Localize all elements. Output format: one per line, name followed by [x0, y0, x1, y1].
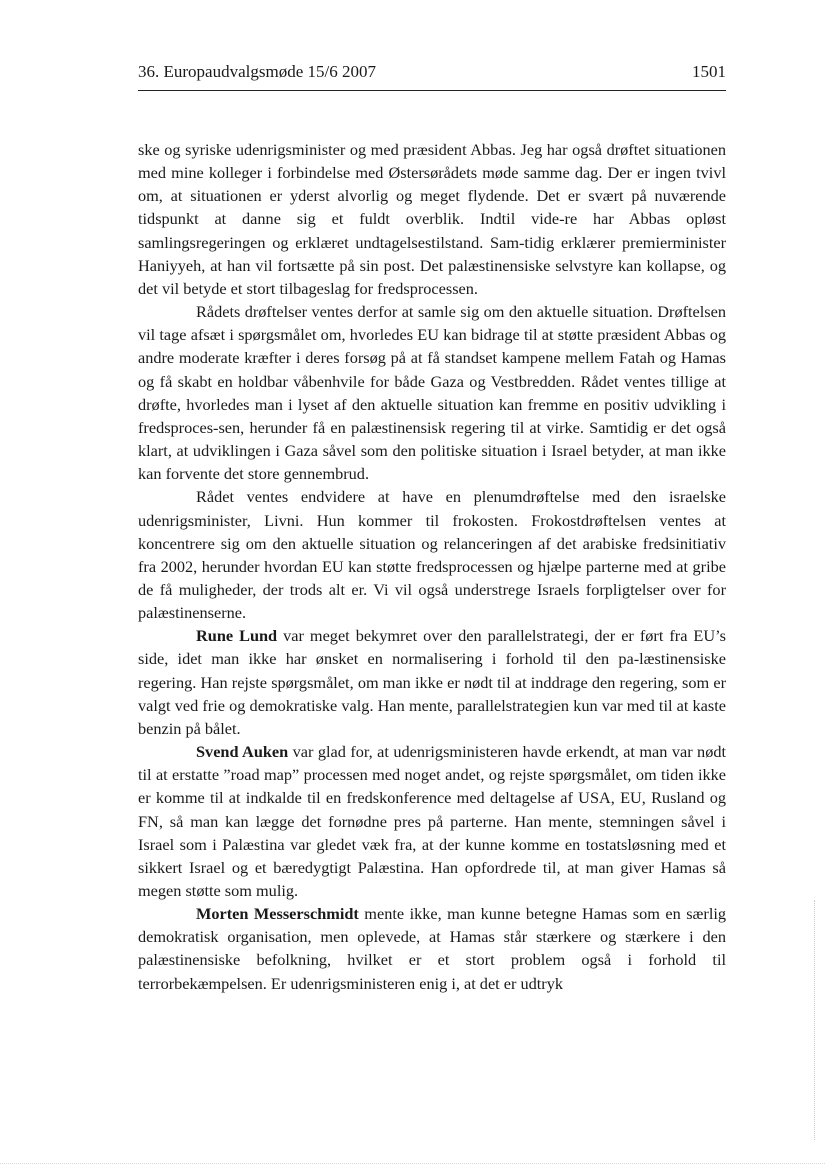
speaker-name: Morten Messerschmidt	[196, 904, 359, 924]
paragraph-text: mente ikke, man kunne betegne Hamas som en særlig demokratisk organisation, men oplevede, at Hamas står stærkere og stærkere i den palæstinensiske befolkning, hvilket er et stort problem også i forhold til terrorbekæmpelsen. Er udenrigsministeren enig i, at det er udtryk	[138, 904, 727, 993]
paragraph	[138, 300, 726, 485]
speaker-name: Svend Auken	[196, 742, 289, 762]
paragraph	[138, 138, 726, 300]
paragraph	[138, 485, 726, 624]
paragraph-text: ske og syriske udenrigsminister og med præsident Abbas. Jeg har også drøftet situationen med mine kolleger i forbindelse med Østersørådets møde samme dag. Der er ingen tvivl om, at situationen er yderst alvorlig og meget flydende. Det er svært på nuværende tidspunkt at danne sig et fuldt overblik. Indtil vide-re har Abbas opløst samlingsregeringen og erklæret undtagelsestilstand. Sam-tidig erklærer premierminister Haniyyeh, at han vil fortsætte på sin post. Det palæstinensiske selvstyre kan kollapse, og det vil betyde et stort tilbageslag for fredsprocessen.	[138, 140, 726, 298]
paragraph-text: var glad for, at udenrigsministeren havde erkendt, at man var nødt til at erstatte ”road map” processen med noget andet, og rejste spørgsmålet, om tiden ikke er komme til at indkalde til en fredskonference med deltagelse af USA, EU, Rusland og FN, så man kan lægge det fornødne pres på parterne. Han mente, stemningen såvel i Israel som i Palæstina var gledet væk fra, at der kunne komme en tostatsløsning med et sikkert Israel og et bæredygtigt Palæstina. Han opfordrede til, at man giver Hamas så megen støtte som mulig.	[138, 742, 726, 900]
paragraph-text: Rådet ventes endvidere at have en plenumdrøftelse med den israelske udenrigsminister, Livni. Hun kommer til frokosten. Frokostdrøftelsen ventes at koncentrere sig om den aktuelle situation og relanceringen af det arabiske fredsinitiativ fra 2002, herunder hvordan EU kan støtte fredsprocessen og hjælpe parterne med at gribe de få muligheder, der trods alt er. Vi vil også understrege Israels forpligtelser over for palæstinenserne.	[138, 487, 726, 623]
paragraph	[138, 740, 726, 902]
paragraph	[138, 624, 726, 740]
paragraph	[138, 902, 726, 995]
paragraph-text: Rådets drøftelser ventes derfor at samle sig om den aktuelle situation. Drøftelsen vil tage afsæt i spørgsmålet om, hvorledes EU kan bidrage til at støtte præsident Abbas og andre moderate kræfter i deres forsøg på at få standset kampene mellem Fatah og Hamas og få skabt en holdbar våbenhvile for både Gaza og Vestbredden. Rådet ventes tillige at drøfte, hvorledes man i lyset af den aktuelle situation kan fremme en positiv udvikling i fredsproces-sen, herunder få en palæstinensisk regering til at virke. Samtidig er det også klart, at udviklingen i Gaza såvel som den politiske situation i Israel betyder, at man ikke kan forvente det store gennembrud.	[138, 302, 726, 484]
paragraph-text: var meget bekymret over den parallelstrategi, der er ført fra EU’s side, idet man ikke har ønsket en normalisering i forhold til den pa-læstinensiske regering. Han rejste spørgsmålet, om man ikke er nødt til at inddrage den regering, som er valgt ved frie og demokratiske valg. Han mente, parallelstrategien kun var med til at kaste benzin på bålet.	[138, 626, 726, 738]
page-header	[138, 60, 726, 91]
scan-bottom-artifact	[0, 1162, 825, 1164]
scan-edge-artifact	[813, 900, 815, 1140]
body-text	[138, 138, 726, 995]
running-title: 36. Europaudvalgsmøde 15/6 2007	[138, 62, 376, 81]
page-number: 1501	[692, 62, 726, 81]
speaker-name: Rune Lund	[196, 626, 278, 646]
